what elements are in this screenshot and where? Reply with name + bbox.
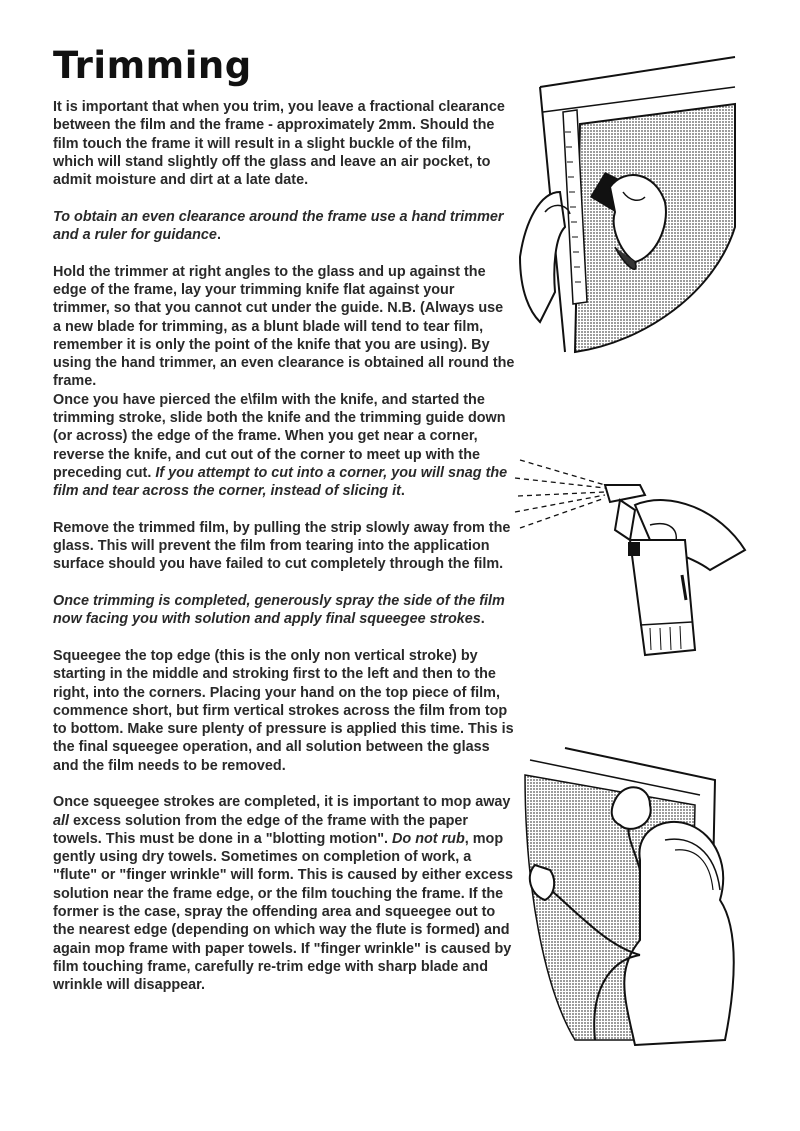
paragraph-clearance: It is important that when you trim, you leave a fractional clearance between the film and the frame - approximately 2mm. Should the film touch the frame it will result in a slight buckle of the film, which will stand slightly off the glass and leave an air pocket, to admit moisture and dirt at a late date. [53, 99, 505, 189]
italic-text: all [53, 812, 69, 829]
italic-text: If you attempt to cut into a corner, you will snag the film and tear across the corner, instead of slicing it [53, 464, 508, 500]
paragraph-squeegee: Squeegee the top edge (this is the only non vertical stroke) by starting in the middle and stroking first to the left and then to the right, into the corners. Placing your hand on the top piece of film, commence short, but firm vertical strokes across the film from top to bottom. Make sure plenty of pressure is applied this time. This is the final squeegee operation, and all solution between the glass and the film needs to be removed. [53, 647, 514, 774]
mopping-illustration [515, 740, 745, 1050]
italic-text: To obtain an even clearance around the frame use a hand trimmer and a ruler for guidance [53, 208, 504, 244]
body-text [53, 98, 515, 1013]
paragraph-mop: Once squeegee strokes are completed, it is important to mop away all excess solution from the edge of the frame with the paper towels. This must be done in a "blotting motion". Do not rub, mop gently using dry towels. Sometimes on completion of work, a "flute" or "finger wrinkle" will form. This is caused by either excess solution near the frame edge, or the film touching the frame. If the former is the case, spray the offending area and squeegee out to the nearest edge (depending on which way the flute is formed) and again mop frame with paper towels. If "finger wrinkle" is caused by film touching frame, carefully re-trim edge with sharp blade and wrinkle will disappear. [53, 794, 513, 994]
spray-bottle-illustration [510, 450, 750, 660]
page-title: Trimming [53, 44, 252, 87]
italic-text: Once trimming is completed, generously spray the side of the film now facing you with solution and apply final squeegee strokes [53, 593, 505, 628]
trimming-illustration [515, 52, 740, 362]
italic-text: Do not rub [392, 830, 465, 847]
paragraph-hold-trimmer: Hold the trimmer at right angles to the glass and up against the edge of the frame, lay your trimming knife flat against your trimmer, so that you cannot cut under the guide. N.B. (Always use a new blade for trimming, as a blunt blade will tend to tear film, remember it is only the point of the knife that you are using). By using the hand trimmer, an even clearance is obtained all round the frame. [53, 263, 515, 390]
paragraph-remove-film: Remove the trimmed film, by pulling the strip slowly away from the glass. This will prevent the film from tearing into the application surface should you have failed to cut completely through the film. [53, 519, 511, 573]
paragraph-hand-trimmer: To obtain an even clearance around the frame use a hand trimmer and a ruler for guidance. [53, 208, 504, 244]
paragraph-trimming-stroke: Once you have pierced the e\film with the knife, and started the trimming stroke, slide both the knife and the trimming guide down (or across) the edge of the frame. When you get near a corner, reverse the knife, and cut out of the corner to meet up with the preceding cut. If you attempt to cut into a corner, you will snag the film and tear across the corner, instead of slicing it. [53, 391, 508, 500]
paragraph-spray: Once trimming is completed, generously spray the side of the film now facing you with solution and apply final squeegee strokes. [53, 593, 505, 628]
